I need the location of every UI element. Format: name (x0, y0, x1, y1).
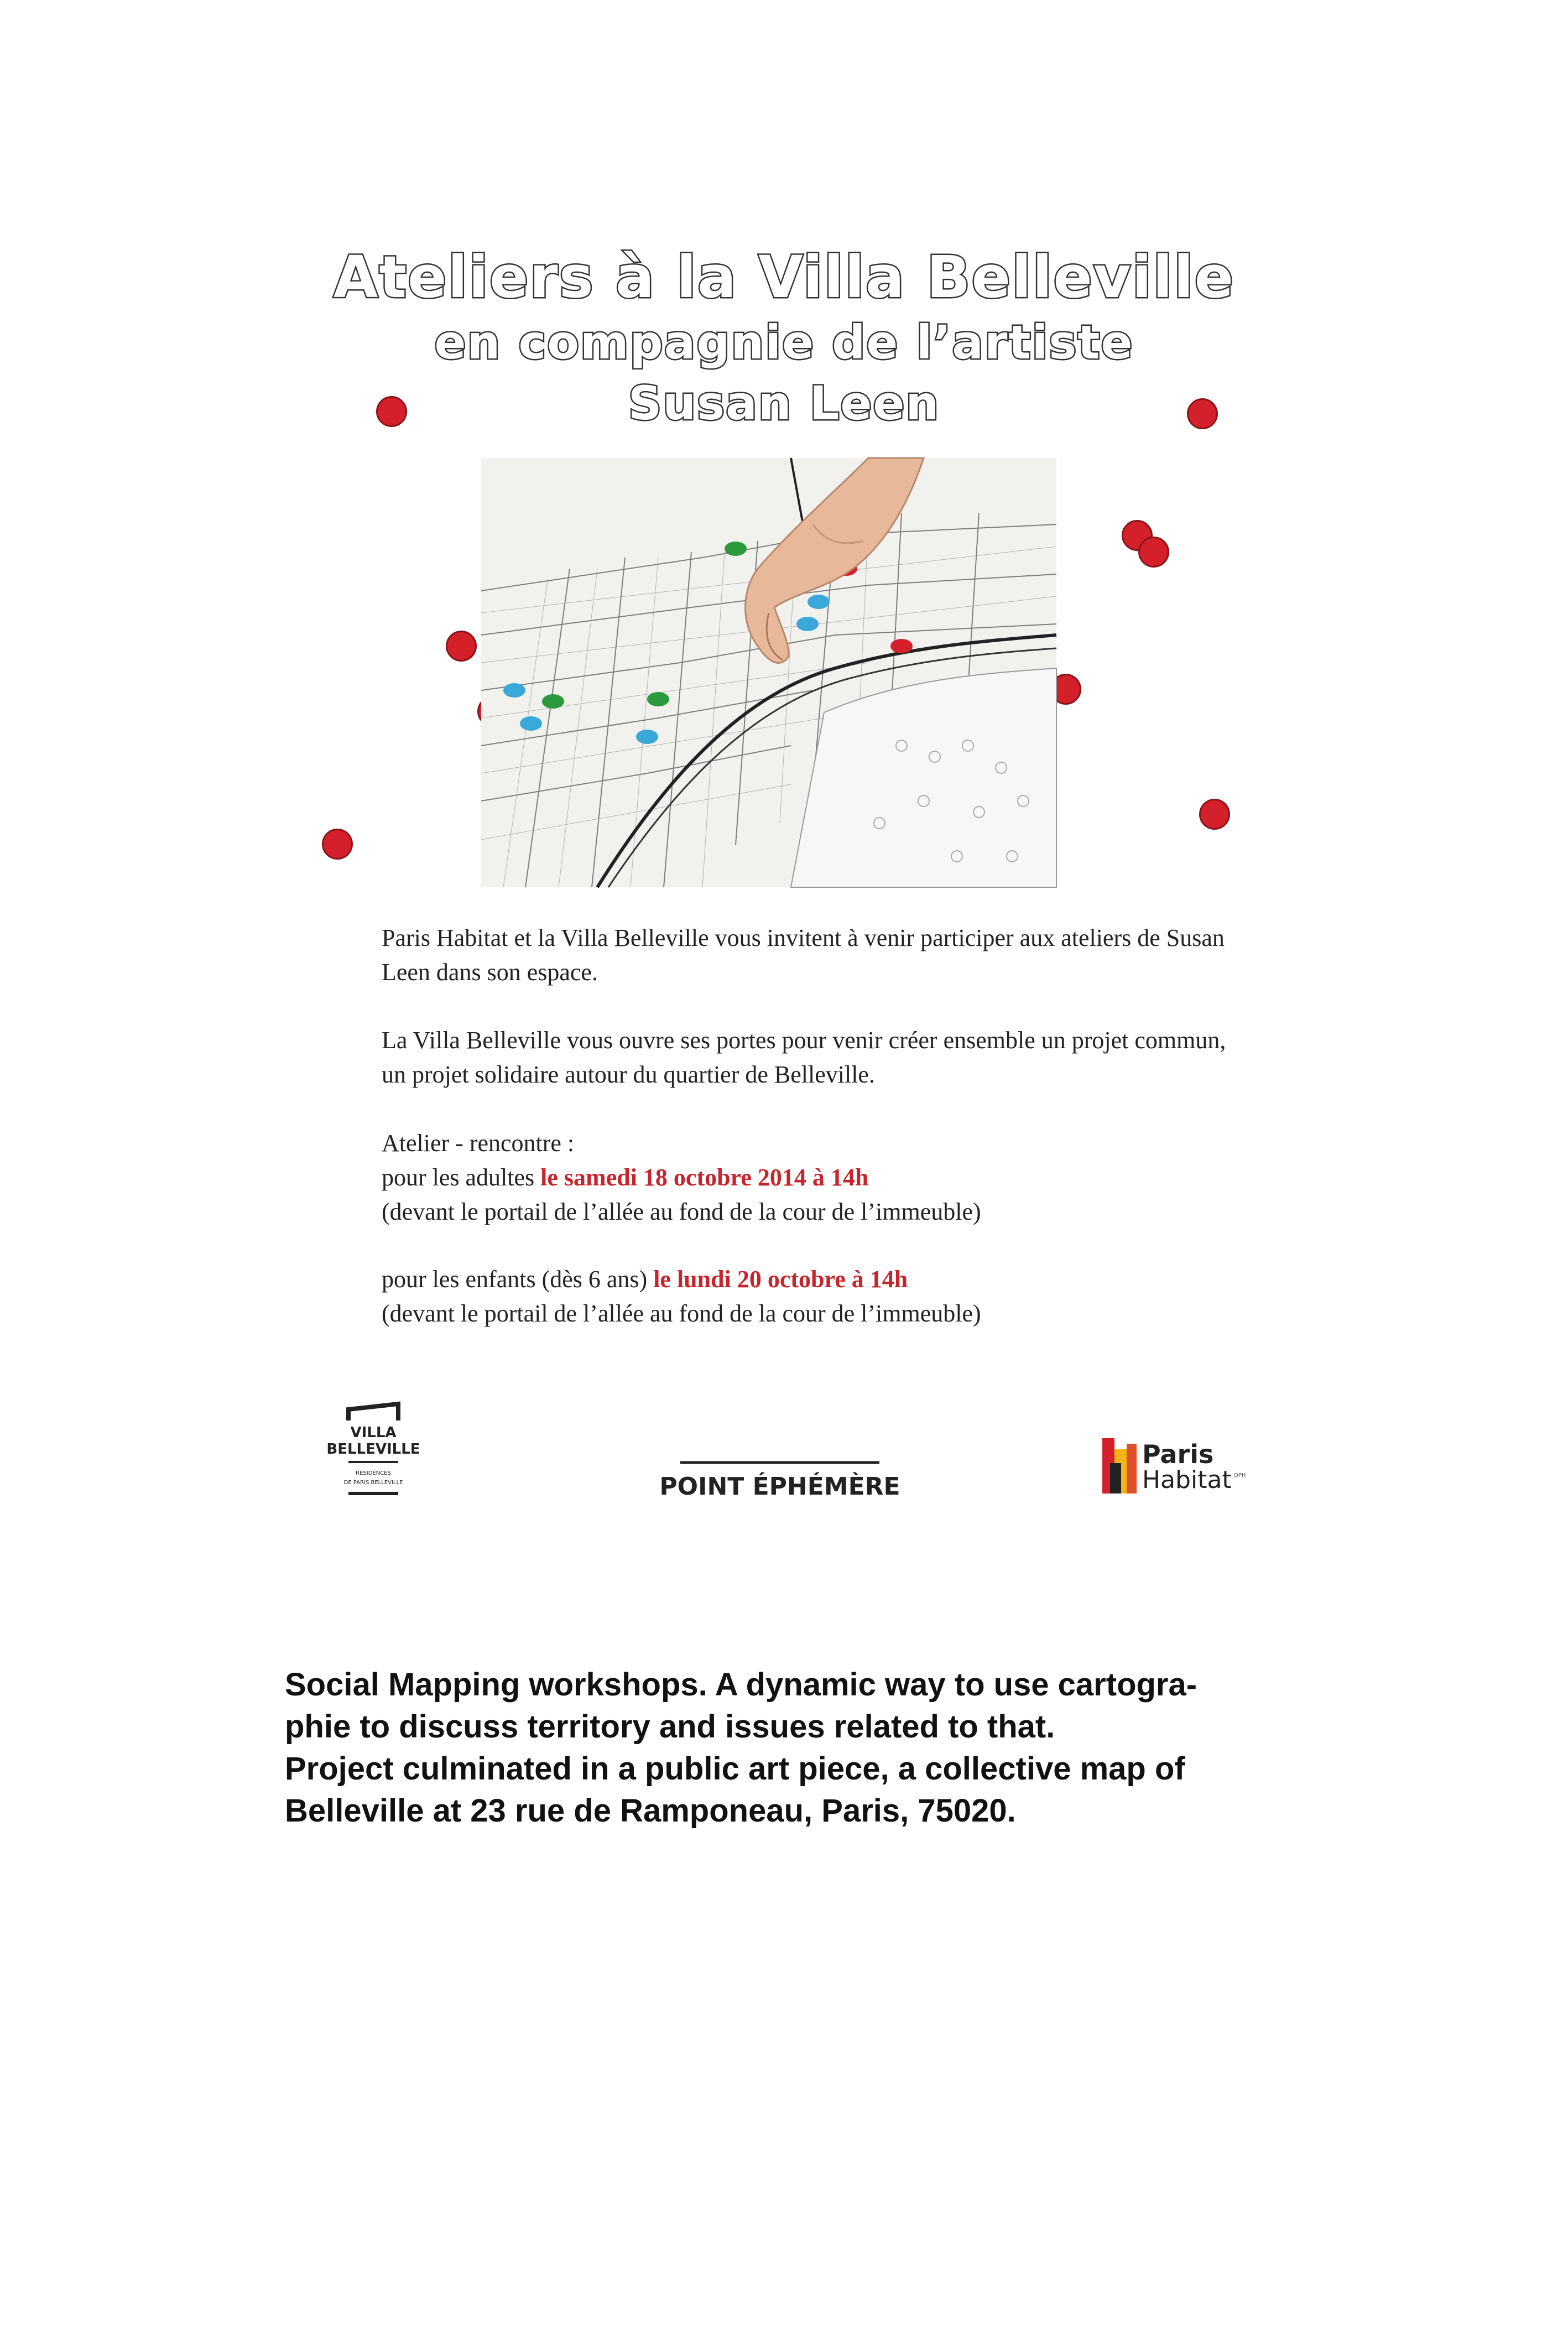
point-ephemere-logo (659, 1458, 900, 1502)
decorative-red-dot (376, 396, 407, 427)
paris-habitat-tagline: OPH (1234, 1472, 1246, 1479)
atelier-heading: Atelier - rencontre : (382, 1130, 575, 1157)
villa-logo-line2: BELLEVILLE (326, 1441, 420, 1458)
children-section (382, 1262, 1244, 1331)
description-paragraph: La Villa Belleville vous ouvre ses portes pour venir créer ensemble un projet commun, un projet solidaire autour du quartier de Belleville. (382, 1027, 1226, 1088)
decorative-red-dot (446, 631, 477, 662)
adults-line (382, 1161, 1244, 1195)
paris-habitat-line1: Paris (1142, 1439, 1214, 1469)
adults-date: le samedi 18 octobre 2014 à 14h (540, 1164, 869, 1191)
adults-location: (devant le portail de l’allée au fond de la cour de l’immeuble) (382, 1198, 981, 1225)
villa-belleville-logo (326, 1398, 420, 1503)
caption-line-4: Belleville at 23 rue de Ramponeau, Paris, 75020. (285, 1793, 1016, 1829)
villa-logo-line1: VILLA (350, 1424, 397, 1441)
poster-title-line-2: en compagnie de l’artiste (434, 315, 1134, 370)
paris-habitat-logo (1098, 1433, 1247, 1499)
poster-title-line-3: Susan Leen (628, 376, 940, 430)
decorative-red-dot (1199, 799, 1230, 830)
children-label: pour les enfants (dès 6 ans) (382, 1266, 654, 1293)
point-ephemere-text: POINT ÉPHÉMÈRE (659, 1472, 900, 1501)
children-location: (devant le portail de l’allée au fond de la cour de l’immeuble) (382, 1300, 981, 1327)
children-date: le lundi 20 octobre à 14h (653, 1266, 908, 1293)
decorative-red-dot (1187, 398, 1218, 429)
invitation-paragraph: Paris Habitat et la Villa Belleville vous invitent à venir participer aux ateliers de Susan Leen dans son espace. (382, 924, 1225, 986)
decorative-red-dot (322, 829, 353, 860)
caption-line-1: Social Mapping workshops. A dynamic way to use cartogra- (285, 1667, 1197, 1703)
caption-line-2: phie to discuss territory and issues related to that. (285, 1709, 1055, 1745)
atelier-section (382, 1126, 1244, 1229)
villa-logo-sub2: DE PARIS BELLEVILLE (343, 1480, 403, 1486)
caption-line-3: Project culminated in a public art piece, a collective map of (285, 1751, 1185, 1787)
hand-pointing-at-map-photo (481, 458, 1056, 887)
children-line (382, 1262, 1244, 1297)
villa-logo-sub1: RÉSIDENCES (356, 1470, 391, 1476)
decorative-red-dot (1138, 537, 1169, 568)
poster-title-line-1: Ateliers à la Villa Belleville (333, 243, 1235, 311)
paris-habitat-line2: Habitat (1142, 1466, 1232, 1494)
adults-label: pour les adultes (382, 1164, 541, 1191)
